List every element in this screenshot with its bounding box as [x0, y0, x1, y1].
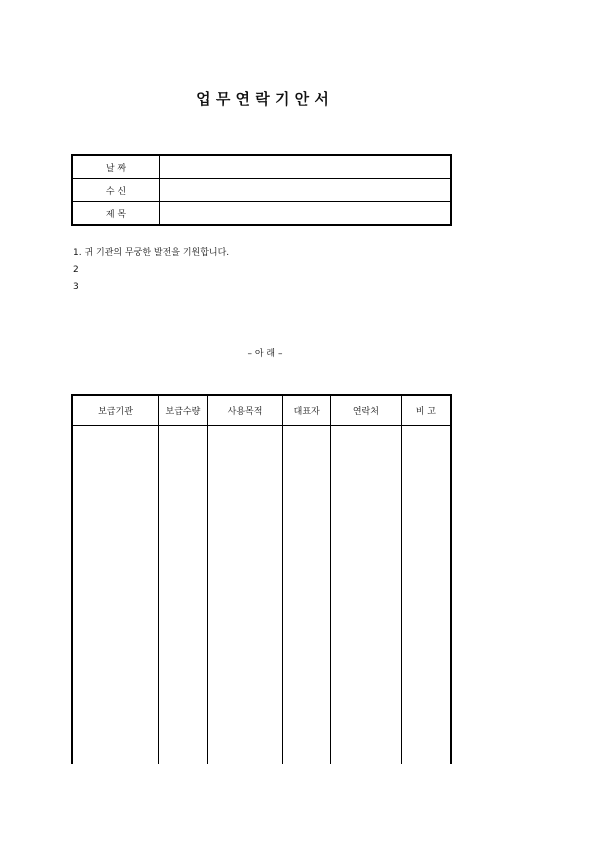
table-row	[72, 426, 451, 765]
body-line-1: 1. 귀 기관의 무궁한 발전을 기원합니다.	[73, 248, 230, 258]
cell-contact[interactable]	[331, 426, 402, 765]
column-header-quantity: 보급수량	[159, 395, 208, 426]
subject-row	[72, 202, 451, 226]
column-header-representative: 대표자	[283, 395, 331, 426]
body-line-3: 3	[73, 282, 79, 292]
cell-agency[interactable]	[72, 426, 159, 765]
body-lines	[73, 245, 229, 296]
date-label: 날 짜	[72, 155, 160, 179]
date-field[interactable]	[160, 155, 452, 179]
recipient-field[interactable]	[160, 179, 452, 202]
recipient-row	[72, 179, 451, 202]
cell-remarks[interactable]	[401, 426, 451, 765]
column-header-agency: 보급기관	[72, 395, 159, 426]
cell-purpose[interactable]	[207, 426, 283, 765]
cell-representative[interactable]	[283, 426, 331, 765]
arae-heading: – 아 래 –	[247, 349, 283, 359]
supply-table-header	[72, 395, 451, 426]
header-info-table	[71, 154, 452, 226]
document-title: 업 무 연 락 기 안 서	[196, 90, 329, 108]
column-header-remarks: 비 고	[401, 395, 451, 426]
supply-table	[71, 394, 452, 764]
recipient-label: 수 신	[72, 179, 160, 202]
date-row	[72, 155, 451, 179]
subject-field[interactable]	[160, 202, 452, 226]
column-header-contact: 연락처	[331, 395, 402, 426]
cell-quantity[interactable]	[159, 426, 208, 765]
column-header-purpose: 사용목적	[207, 395, 283, 426]
subject-label: 제 목	[72, 202, 160, 226]
body-line-2: 2	[73, 265, 79, 275]
